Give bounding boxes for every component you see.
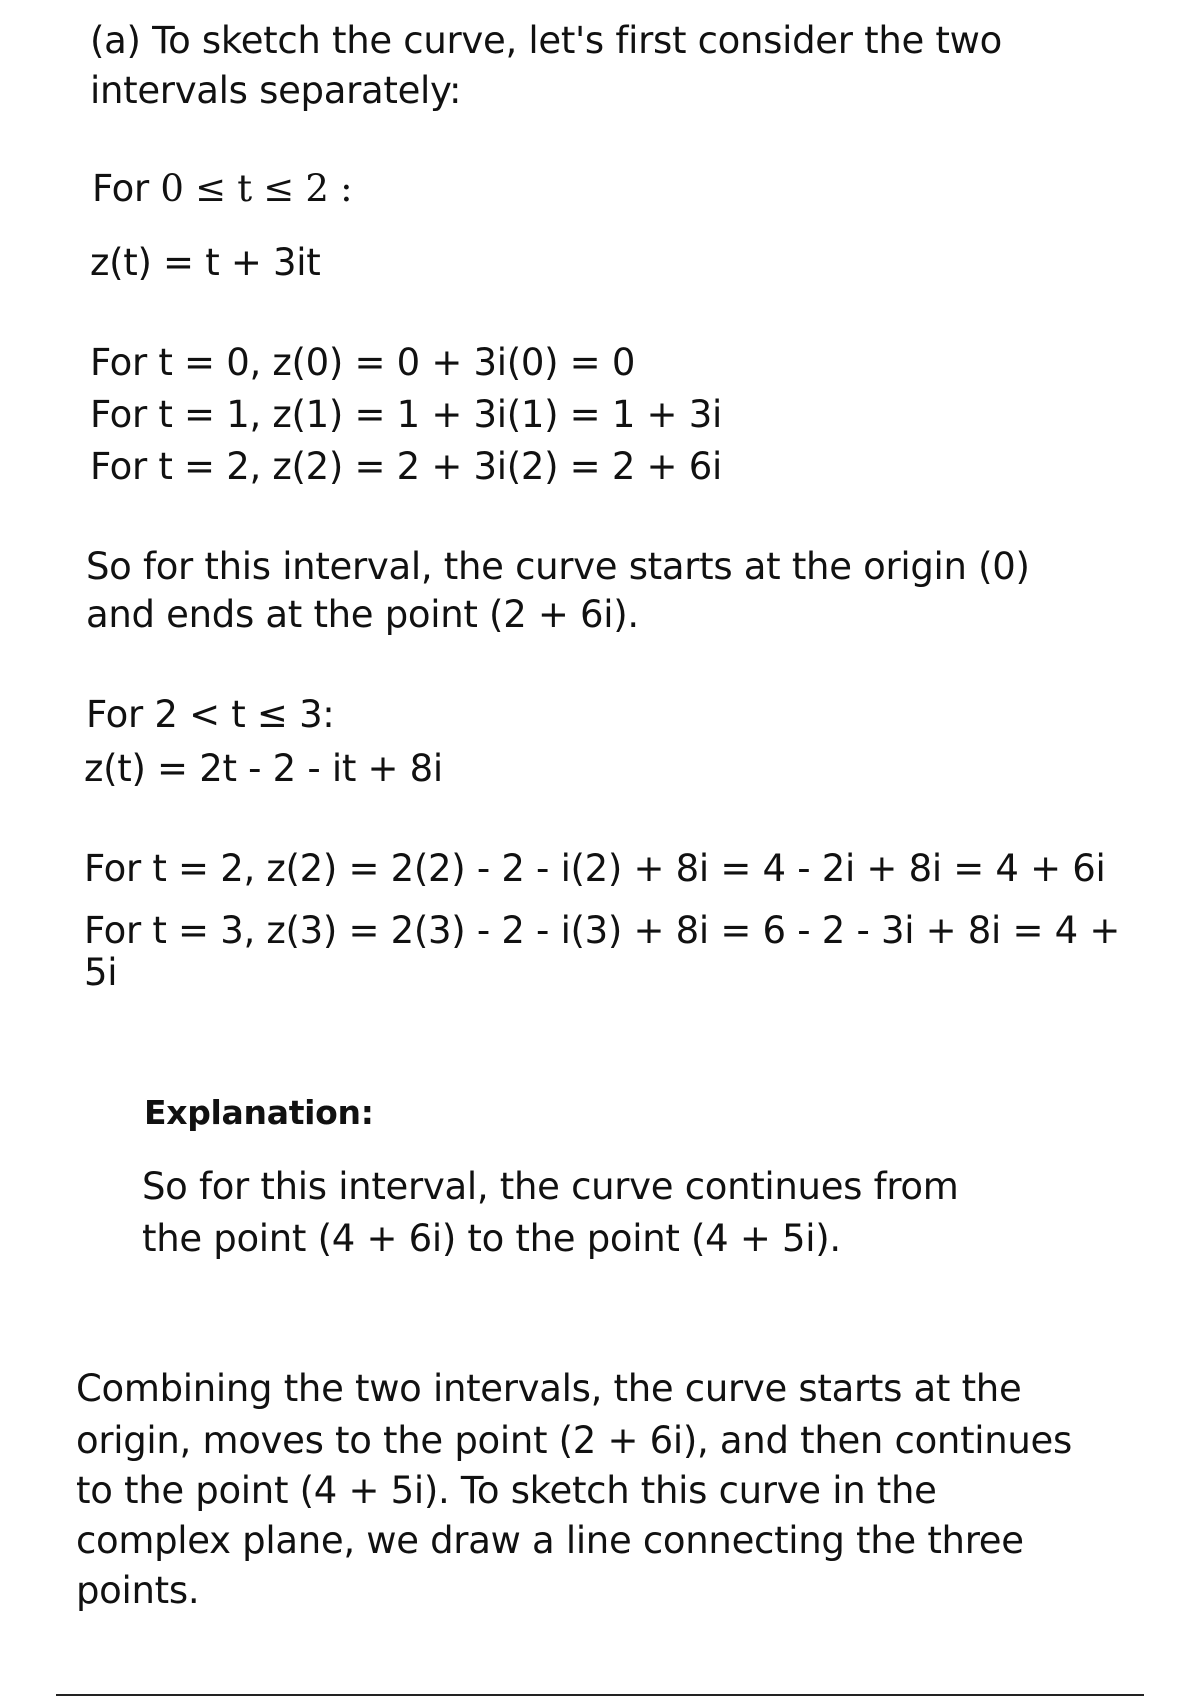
interval2-evaluation-2: For t = 3, z(3) = 2(3) - 2 - i(3) + 8i = 6 - 2 - 3i + 8i = 4 + — [84, 909, 1121, 952]
explanation-line-1: So for this interval, the curve continues from — [142, 1165, 959, 1208]
conclusion-line-5: points. — [76, 1569, 200, 1612]
intro-line-1: (a) To sketch the curve, let's first consider the two — [90, 19, 1002, 62]
interval1-summary-line-1: So for this interval, the curve starts at the origin (0) — [86, 545, 1030, 588]
interval2-equation: z(t) = 2t - 2 - it + 8i — [84, 747, 443, 790]
explanation-line-2: the point (4 + 6i) to the point (4 + 5i). — [142, 1217, 841, 1260]
conclusion-line-2: origin, moves to the point (2 + 6i), and then continues — [76, 1419, 1072, 1462]
interval1-summary-line-2: and ends at the point (2 + 6i). — [86, 593, 639, 636]
interval1-heading-math: 0 ≤ t ≤ 2 : — [160, 167, 353, 210]
conclusion-line-4: complex plane, we draw a line connecting the three — [76, 1519, 1024, 1562]
interval1-heading-prefix: For — [92, 167, 161, 210]
interval1-evaluation-3: For t = 2, z(2) = 2 + 3i(2) = 2 + 6i — [90, 445, 722, 488]
bottom-divider — [56, 1694, 1144, 1696]
interval2-evaluation-1: For t = 2, z(2) = 2(2) - 2 - i(2) + 8i = 4 - 2i + 8i = 4 + 6i — [84, 847, 1106, 890]
conclusion-line-3: to the point (4 + 5i). To sketch this curve in the — [76, 1469, 937, 1512]
interval2-heading: For 2 < t ≤ 3: — [86, 693, 335, 736]
conclusion-line-1: Combining the two intervals, the curve starts at the — [76, 1367, 1022, 1410]
interval1-equation: z(t) = t + 3it — [90, 241, 321, 284]
interval1-evaluation-1: For t = 0, z(0) = 0 + 3i(0) = 0 — [90, 341, 636, 384]
interval1-evaluation-2: For t = 1, z(1) = 1 + 3i(1) = 1 + 3i — [90, 393, 722, 436]
interval2-evaluation-3: 5i — [84, 951, 118, 994]
intro-line-2: intervals separately: — [90, 69, 462, 112]
explanation-label: Explanation: — [144, 1093, 374, 1132]
interval1-heading — [92, 166, 352, 212]
